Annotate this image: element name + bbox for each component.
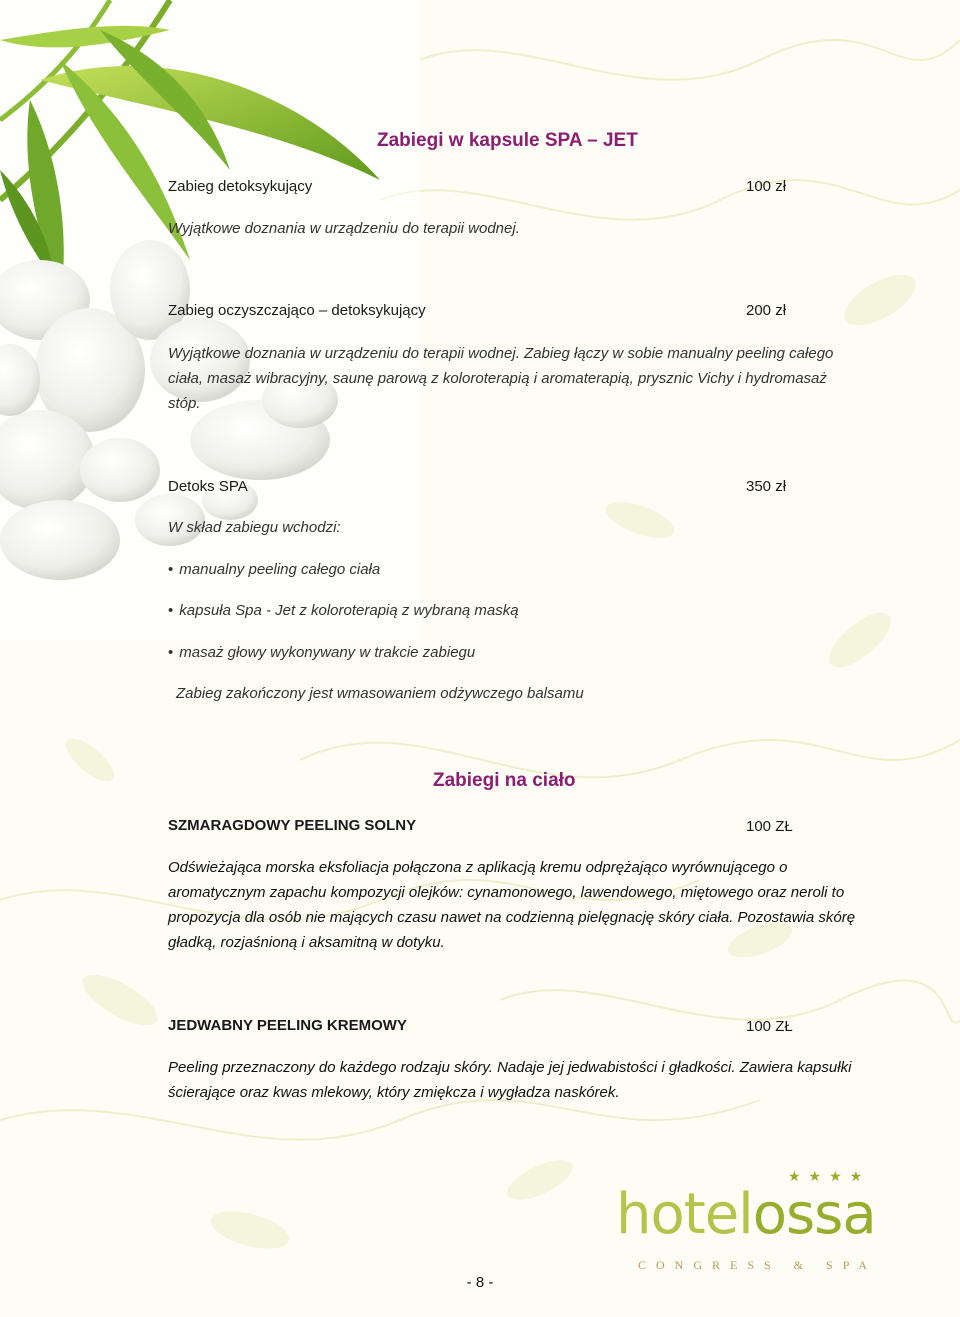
item-title-silk-cream-peeling: JEDWABNY PEELING KREMOWY bbox=[168, 1017, 407, 1034]
item-title-cleansing-detox: Zabieg oczyszczająco – detoksykujący bbox=[168, 302, 426, 319]
bullet-icon: • bbox=[168, 561, 174, 578]
list-item-text: masaż głowy wykonywany w trakcie zabiegu bbox=[179, 644, 476, 661]
page-number: - 8 - bbox=[466, 1274, 494, 1291]
hotel-ossa-logo bbox=[612, 1168, 912, 1280]
item-title-detox: Zabieg detoksykujący bbox=[168, 178, 313, 195]
star-rating-icon: ★★★★ bbox=[788, 1168, 871, 1184]
item-title-detoks-spa: Detoks SPA bbox=[168, 478, 248, 495]
item-intro-detoks-spa: W skład zabiegu wchodzi: bbox=[168, 519, 341, 536]
item-title-emerald-salt-peeling: SZMARAGDOWY PEELING SOLNY bbox=[168, 817, 417, 834]
item-price-detox: 100 zł bbox=[746, 178, 787, 195]
list-item bbox=[168, 561, 380, 578]
item-closing-detoks-spa: Zabieg zakończony jest wmasowaniem odżywczego balsamu bbox=[176, 685, 584, 702]
bullet-icon: • bbox=[168, 602, 174, 619]
item-description-silk-cream-peeling: Peeling przeznaczony do każdego rodzaju skóry. Nadaje jej jedwabistości i gładkości. Zawiera kapsułki ścierające oraz kwas mlekowy, który zmiękcza i wygładza naskórek. bbox=[168, 1059, 852, 1101]
bullet-icon: • bbox=[168, 644, 174, 661]
item-description-cleansing-detox: Wyjątkowe doznania w urządzeniu do terapii wodnej. Zabieg łączy w sobie manualny peeling całego ciała, masaż wibracyjny, saunę parową z koloroterapią i aromaterapią, prysznic Vichy i hydromasaż stóp. bbox=[168, 345, 834, 412]
item-description-detox: Wyjątkowe doznania w urządzeniu do terapii wodnej. bbox=[168, 220, 520, 237]
item-price-detoks-spa: 350 zł bbox=[746, 478, 787, 495]
section-heading-spa-jet: Zabiegi w kapsule SPA – JET bbox=[377, 130, 638, 151]
list-item-text: kapsuła Spa - Jet z koloroterapią z wybraną maską bbox=[179, 602, 519, 619]
list-item bbox=[168, 644, 475, 661]
item-price-silk-cream-peeling: 100 ZŁ bbox=[746, 1018, 793, 1035]
section-heading-body-treatments: Zabiegi na ciało bbox=[433, 770, 576, 791]
logo-subtitle: CONGRESS & SPA bbox=[638, 1258, 877, 1272]
item-price-cleansing-detox: 200 zł bbox=[746, 302, 787, 319]
item-price-emerald-salt-peeling: 100 ZŁ bbox=[746, 818, 793, 835]
item-description-emerald-salt-peeling: Odświeżająca morska eksfoliacja połączona z aplikacją kremu odprężająco wyrównującego o aromatycznym zapachu kompozycji olejków: cynamonowego, lawendowego, miętowego oraz neroli to propozycja dla osób nie mających czasu nawet na codzienną pielęgnację skóry ciała. Pozostawia skórę gładką, rozjaśnioną i aksamitną w dotyku. bbox=[168, 859, 856, 951]
list-item-text: manualny peeling całego ciała bbox=[179, 561, 381, 578]
list-item bbox=[168, 602, 519, 619]
logo-wordmark: hotelossa bbox=[616, 1182, 876, 1247]
